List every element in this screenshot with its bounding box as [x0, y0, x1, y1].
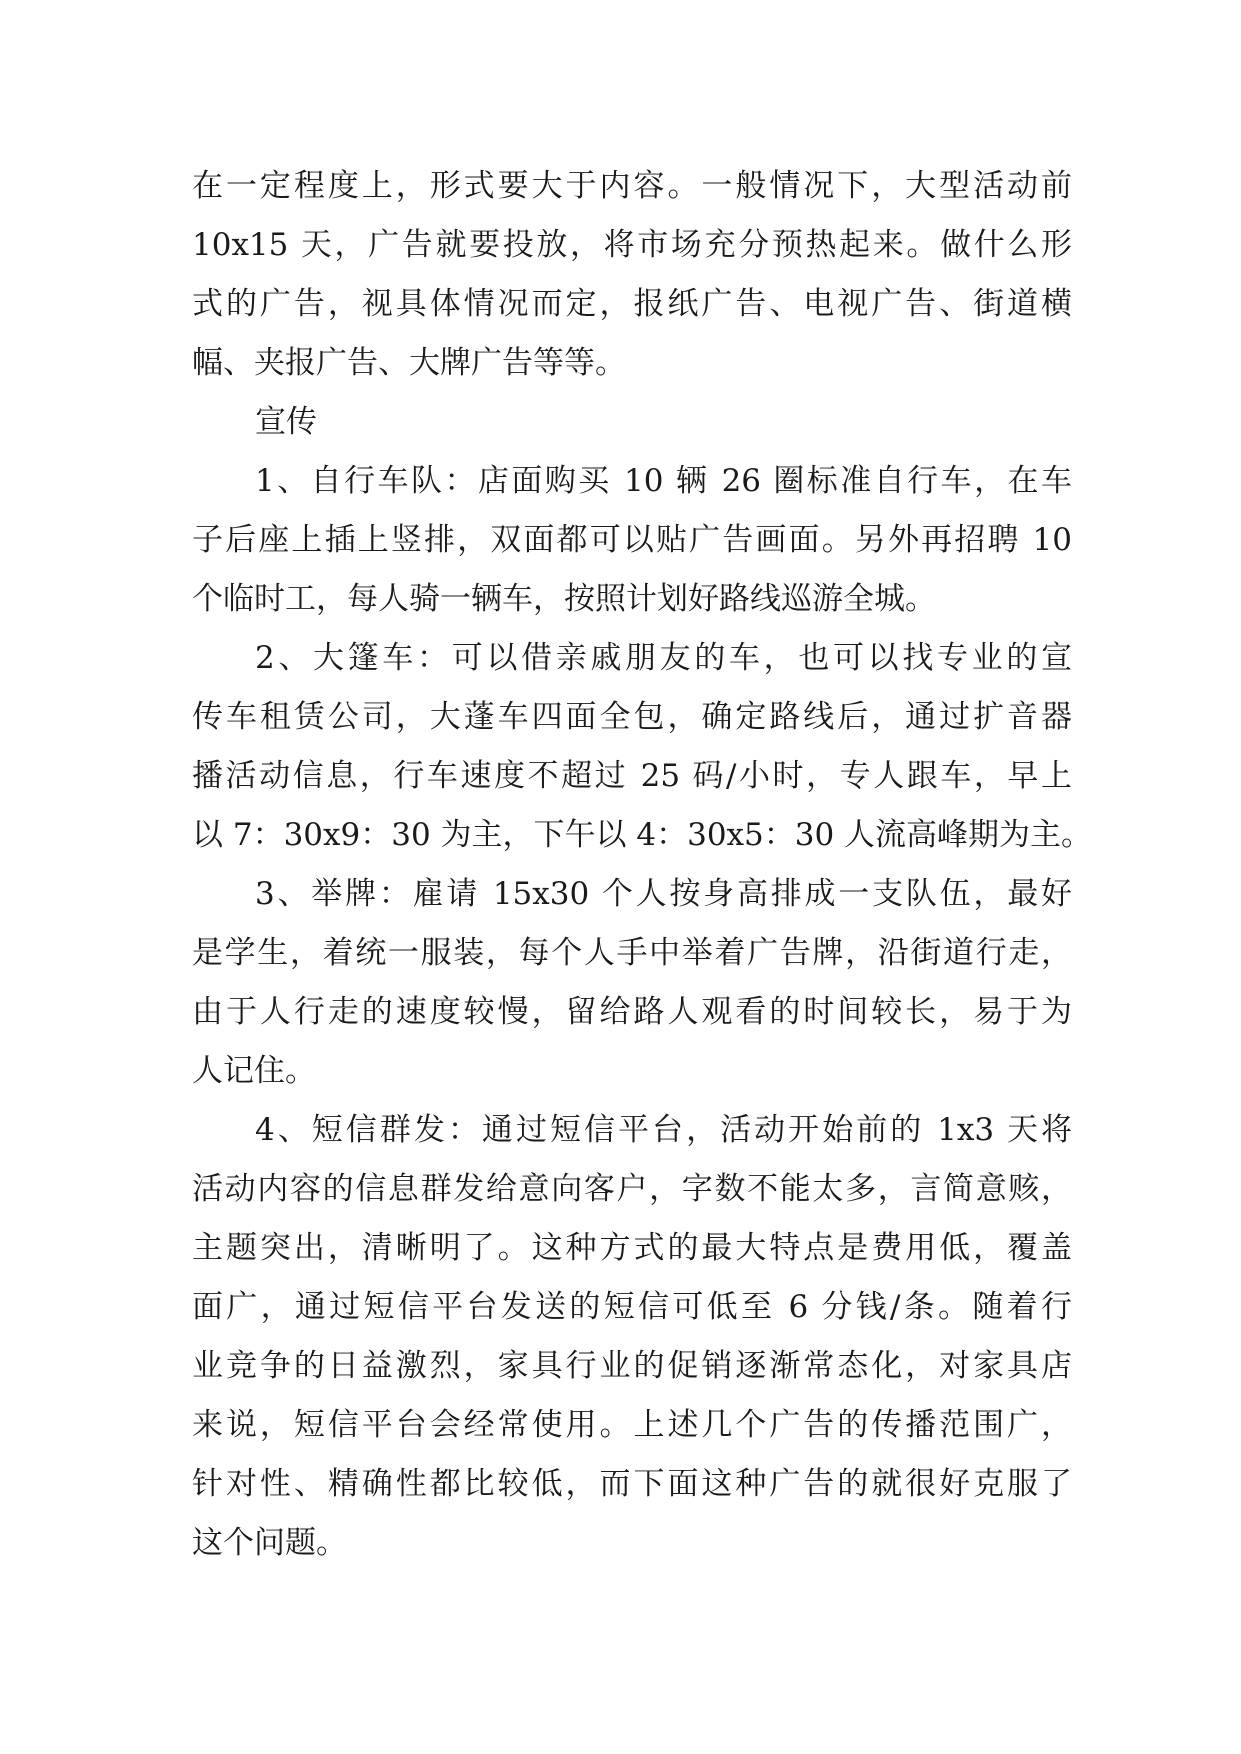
- paragraph-ad-placement: [192, 157, 1072, 393]
- body-text: [192, 157, 1093, 1573]
- paragraph-bicycle-team: [192, 452, 1072, 629]
- text-line: 以 7：30x9：30 为主，下午以 4：30x5：30 人流高峰期为主。: [192, 817, 1093, 853]
- text-line: 针对性、精确性都比较低，而下面这种广告的就很好克服了: [192, 1466, 1072, 1502]
- text-line: 在一定程度上，形式要大于内容。一般情况下，大型活动前: [192, 168, 1072, 204]
- text-line: 式的广告，视具体情况而定，报纸广告、电视广告、街道横: [192, 286, 1072, 322]
- paragraph-sign-holding: [192, 865, 1072, 1101]
- text-line: 2、大篷车：可以借亲戚朋友的车，也可以找专业的宣: [255, 640, 1072, 676]
- text-line: 子后座上插上竖排，双面都可以贴广告画面。另外再招聘 10: [192, 522, 1072, 558]
- text-line: 活动内容的信息群发给意向客户，字数不能太多，言简意赅，: [192, 1171, 1072, 1207]
- text-line: 是学生，着统一服装，每个人手中举着广告牌，沿街道行走，: [192, 935, 1072, 971]
- text-line: 幅、夹报广告、大牌广告等等。: [192, 345, 626, 381]
- paragraph-caravan: [192, 629, 1093, 865]
- paragraph-sms-broadcast: [192, 1101, 1072, 1573]
- text-line: 4、短信群发：通过短信平台，活动开始前的 1x3 天将: [255, 1112, 1072, 1148]
- text-line: 10x15 天，广告就要投放，将市场充分预热起来。做什么形: [192, 227, 1072, 263]
- text-line: 由于人行走的速度较慢，留给路人观看的时间较长，易于为: [192, 994, 1072, 1030]
- text-line: 来说，短信平台会经常使用。上述几个广告的传播范围广，: [192, 1407, 1072, 1443]
- heading-text: 宣传: [255, 404, 317, 440]
- text-line: 播活动信息，行车速度不超过 25 码/小时，专人跟车，早上: [192, 758, 1072, 794]
- text-line: 传车租赁公司，大蓬车四面全包，确定路线后，通过扩音器: [192, 699, 1072, 735]
- text-line: 这个问题。: [192, 1525, 347, 1561]
- text-line: 个临时工，每人骑一辆车，按照计划好路线巡游全城。: [192, 581, 936, 617]
- text-line: 人记住。: [192, 1053, 316, 1089]
- text-line: 业竞争的日益激烈，家具行业的促销逐渐常态化，对家具店: [192, 1348, 1072, 1384]
- text-line: 1、自行车队：店面购买 10 辆 26 圈标准自行车，在车: [255, 463, 1072, 499]
- text-line: 主题突出，清晰明了。这种方式的最大特点是费用低，覆盖: [192, 1230, 1072, 1266]
- text-line: 面广，通过短信平台发送的短信可低至 6 分钱/条。随着行: [192, 1289, 1072, 1325]
- section-heading-publicity: [192, 393, 1072, 452]
- text-line: 3、举牌：雇请 15x30 个人按身高排成一支队伍，最好: [255, 876, 1072, 912]
